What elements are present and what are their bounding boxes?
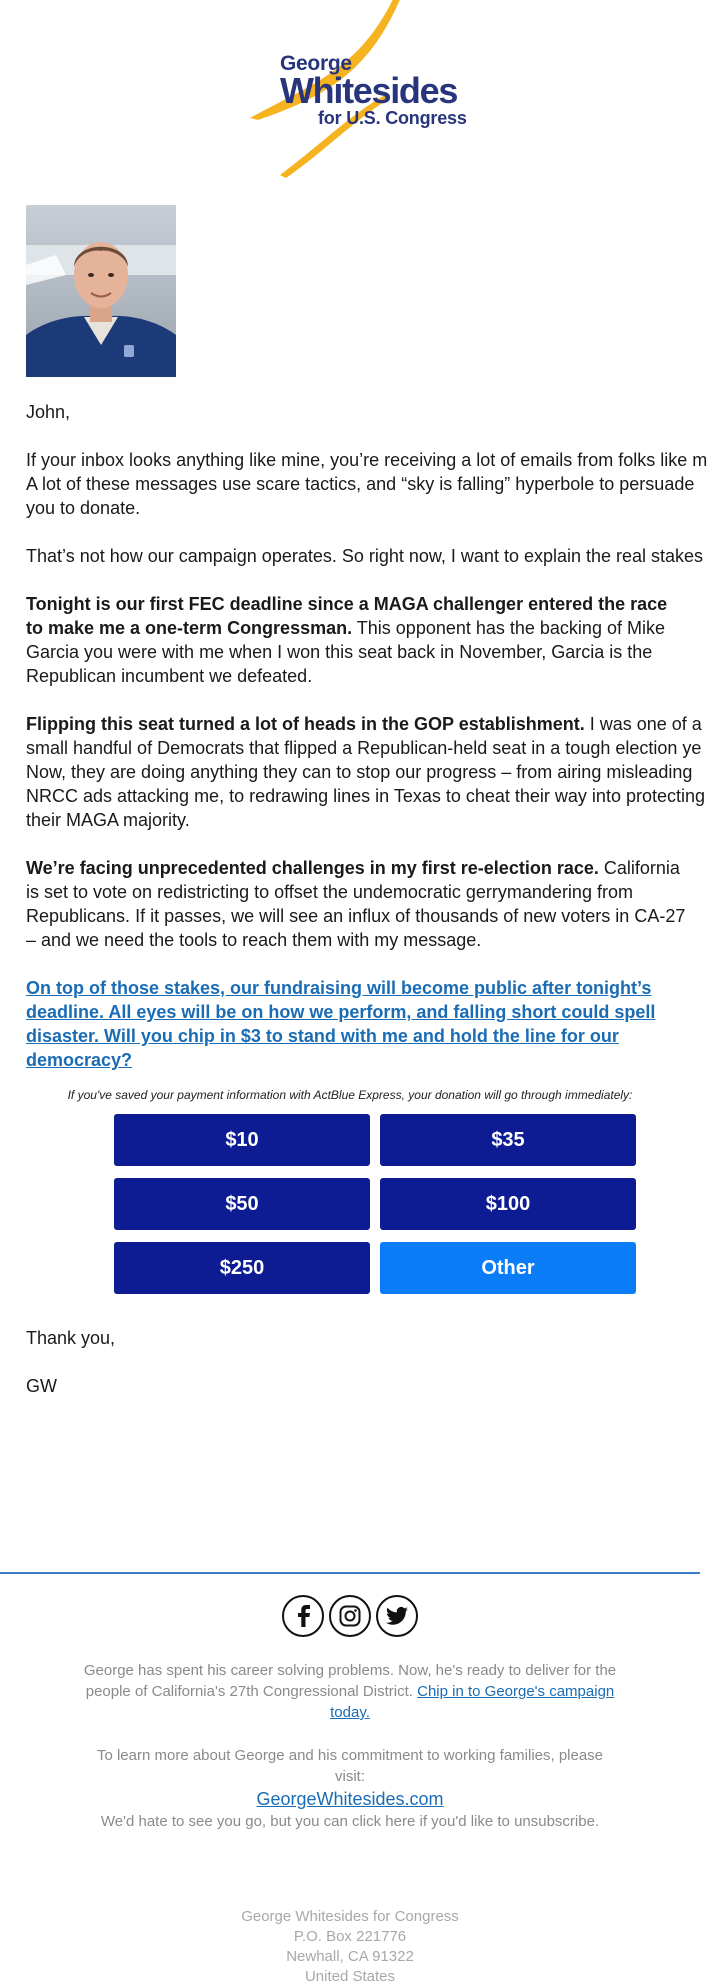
footer-site-link[interactable]: GeorgeWhitesides.com — [256, 1789, 444, 1809]
address-org: George Whitesides for Congress — [241, 1908, 459, 1925]
address-city: Newhall, CA 91322 — [286, 1948, 414, 1965]
signature: GW — [26, 1376, 57, 1396]
actblue-note: If you've saved your payment information with ActBlue Express, your donation will go through immediately: — [67, 1088, 633, 1102]
footer-learn-text: To learn more about George and his commitment to working families, please visit: — [96, 1747, 604, 1785]
paragraph-intro-line3: you to donate. — [26, 498, 141, 518]
paragraph-challenges — [26, 856, 696, 952]
paragraph-challenges-lead: We’re facing unprecedented challenges in my first re-election race. — [26, 858, 599, 878]
paragraph-stakes: That’s not how our campaign operates. So right now, I want to explain the real stakes — [26, 546, 704, 566]
donate-other-button[interactable]: Other — [380, 1242, 636, 1294]
footer-divider — [0, 1572, 700, 1574]
twitter-icon[interactable] — [376, 1595, 418, 1637]
campaign-logo[interactable] — [240, 0, 500, 180]
donate-10-button[interactable]: $10 — [114, 1114, 370, 1166]
logo-tagline: for U.S. Congress — [318, 108, 467, 128]
paragraph-gop-rest: I was one of a small handful of Democrats that flipped a Republican-held seat in a tough election ye Now, they are doing anything they can to stop our progress – from airing misleading NRCC ads attacking me, to redrawing lines in Texas to cheat their way into protecting their MAGA majority. — [26, 714, 705, 830]
donate-100-button[interactable]: $100 — [380, 1178, 636, 1230]
email-body — [26, 400, 726, 1072]
paragraph-gop-lead: Flipping this seat turned a lot of heads in the GOP establishment. — [26, 714, 585, 734]
footer-about — [80, 1660, 620, 1723]
donate-250-button[interactable]: $250 — [114, 1242, 370, 1294]
footer-about-text: George has spent his career solving problems. Now, he's ready to deliver for the people of California's 27th Congressional District. — [83, 1662, 617, 1700]
footer-chip-in-link[interactable]: Chip in to George's campaign today. — [330, 1683, 615, 1721]
paragraph-gop — [26, 712, 706, 832]
mailing-address — [0, 1907, 700, 1987]
footer-unsubscribe[interactable]: We'd hate to see you go, but you can click here if you'd like to unsubscribe. — [100, 1813, 600, 1830]
footer-learn — [80, 1745, 620, 1811]
address-country: United States — [304, 1968, 396, 1985]
paragraph-challenges-rest: California is set to vote on redistricting to offset the undemocratic gerrymandering from Republicans. If it passes, we will see an influx of thousands of new voters in CA-27 – and we need the tools to reach them with my message. — [26, 858, 686, 950]
donate-50-button[interactable]: $50 — [114, 1178, 370, 1230]
paragraph-deadline — [26, 592, 681, 688]
greeting: John, — [26, 402, 71, 422]
paragraph-intro-line1: If your inbox looks anything like mine, you’re receiving a lot of emails from folks like m — [26, 450, 708, 470]
thanks-text: Thank you, — [26, 1328, 116, 1348]
paragraph-deadline-rest: This opponent has the backing of Mike Garcia you were with me when I won this seat back in November, Garcia is the Republican incumbent we defeated. — [26, 618, 665, 686]
address-po-box: P.O. Box 221776 — [293, 1928, 407, 1945]
instagram-icon[interactable] — [329, 1595, 371, 1637]
donate-cta-link[interactable]: On top of those stakes, our fundraising will become public after tonight’s deadline. All eyes will be on how we perform, and falling short could spell disaster. Will you chip in $3 to stand with me and hold the line for our democracy? — [26, 978, 656, 1070]
paragraph-intro — [26, 448, 726, 520]
logo-first-name: George — [280, 52, 352, 75]
candidate-photo — [26, 205, 176, 377]
paragraph-deadline-lead: Tonight is our first FEC deadline since a MAGA challenger entered the race to make me a one-term Congressman. — [26, 594, 668, 638]
signoff — [26, 1326, 115, 1422]
paragraph-intro-line2: A lot of these messages use scare tactics, and “sky is falling” hyperbole to persuade — [26, 474, 695, 494]
logo-last-name: Whitesides — [280, 70, 458, 111]
facebook-icon[interactable] — [282, 1595, 324, 1637]
social-links — [0, 1595, 700, 1637]
donate-35-button[interactable]: $35 — [380, 1114, 636, 1166]
